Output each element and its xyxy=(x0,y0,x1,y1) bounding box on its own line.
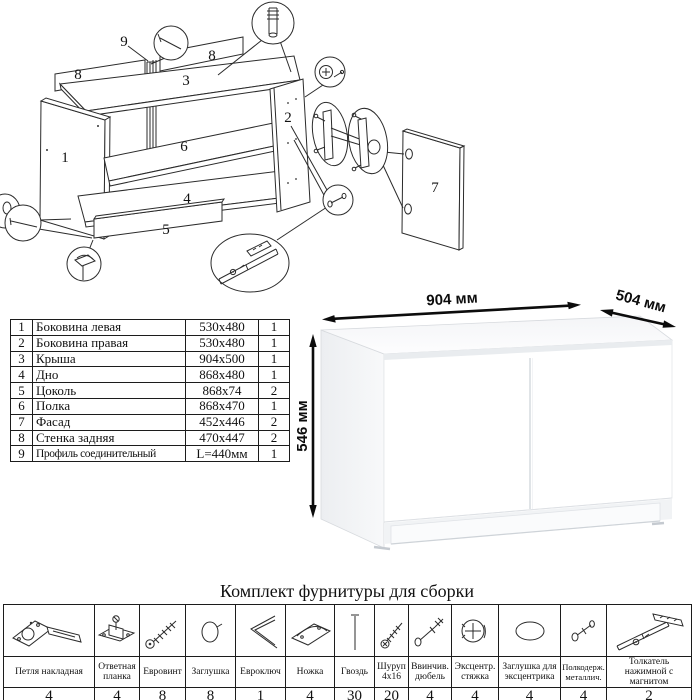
hardware-names-row xyxy=(4,657,692,688)
part-num: 6 xyxy=(11,398,33,414)
cabinet-side-face xyxy=(321,330,384,548)
cap-icon xyxy=(186,605,235,656)
part-label-2: 2 xyxy=(284,110,292,126)
part-size: 868x470 xyxy=(186,398,259,414)
hardware-qty: 30 xyxy=(335,688,375,700)
part-num: 8 xyxy=(11,430,33,446)
part-num: 4 xyxy=(11,367,33,383)
hardware-qty: 8 xyxy=(186,688,236,700)
part-size: 868x480 xyxy=(186,367,259,383)
screw-icon xyxy=(375,605,408,656)
part-qty: 2 xyxy=(259,383,290,399)
hardware-kit-table xyxy=(3,604,692,700)
part-size: 530x480 xyxy=(186,320,259,336)
part-name: Фасад xyxy=(33,414,186,430)
parts-table-row xyxy=(11,383,290,399)
screw-in-dowel-icon xyxy=(409,605,451,656)
hardware-icons-row xyxy=(4,605,692,657)
hinge-callout xyxy=(308,100,393,177)
part-name: Стенка задняя xyxy=(33,430,186,446)
parts-table-row xyxy=(11,351,290,367)
hardware-name: Заглушка для эксцентрика xyxy=(499,657,561,688)
hardware-name: Гвоздь xyxy=(335,657,375,688)
part-name: Цоколь xyxy=(33,383,186,399)
parts-table-row xyxy=(11,430,290,446)
hardware-name: Толкатель нажимной с магнитом xyxy=(607,657,692,688)
part-size: 904x500 xyxy=(186,351,259,367)
foot-shadow-left xyxy=(374,547,390,549)
hardware-qty: 2 xyxy=(607,688,692,700)
hardware-name: Евровинт xyxy=(140,657,186,688)
hardware-qty: 4 xyxy=(452,688,499,700)
leg-callout xyxy=(67,247,101,281)
part-qty: 1 xyxy=(259,351,290,367)
width-dimension xyxy=(322,290,581,323)
hardware-name: Ножка xyxy=(286,657,335,688)
nail-callout xyxy=(154,26,188,60)
hardware-qty: 4 xyxy=(409,688,452,700)
right-side-panel xyxy=(270,79,310,212)
foot-shadow-right xyxy=(652,523,664,524)
part-qty: 2 xyxy=(259,414,290,430)
part-num: 9 xyxy=(11,446,33,462)
exploded-view-diagram xyxy=(0,2,464,292)
part-size: 452x446 xyxy=(186,414,259,430)
bottom-nail-callout xyxy=(0,194,41,241)
part-size: 470x447 xyxy=(186,430,259,446)
part-size: 530x480 xyxy=(186,335,259,351)
part-qty: 1 xyxy=(259,398,290,414)
euro-screw-icon xyxy=(140,605,185,656)
part-name: Боковина правая xyxy=(33,335,186,351)
hardware-qty: 4 xyxy=(499,688,561,700)
part-num: 7 xyxy=(11,414,33,430)
cam-lock-callout xyxy=(315,57,345,87)
part-qty: 1 xyxy=(259,320,290,336)
leg-icon xyxy=(286,605,334,656)
hardware-name: Заглушка xyxy=(186,657,236,688)
part-label-8a: 8 xyxy=(74,67,82,83)
part-label-6: 6 xyxy=(180,139,188,155)
hardware-name: Эксцентр. стяжка xyxy=(452,657,499,688)
shelf-pin-icon xyxy=(561,605,606,656)
push-opener-callout xyxy=(211,234,289,292)
cabinet-front-face xyxy=(384,340,672,522)
part-name: Крыша xyxy=(33,351,186,367)
height-dimension xyxy=(294,334,317,518)
part-size: 868x74 xyxy=(186,383,259,399)
part-num: 2 xyxy=(11,335,33,351)
hardware-qty: 1 xyxy=(236,688,286,700)
hardware-qty-row xyxy=(4,688,692,700)
part-label-8b: 8 xyxy=(208,48,216,64)
hardware-name: Петля накладная xyxy=(4,657,95,688)
part-name: Боковина левая xyxy=(33,320,186,336)
hardware-name: Ввинчив. дюбель xyxy=(409,657,452,688)
part-num: 1 xyxy=(11,320,33,336)
mounting-plate-icon xyxy=(95,605,139,656)
hardware-qty: 4 xyxy=(286,688,335,700)
part-size: L=440мм xyxy=(186,446,259,462)
part-num: 3 xyxy=(11,351,33,367)
part-qty: 1 xyxy=(259,335,290,351)
part-name: Профиль соединительный xyxy=(33,446,186,462)
hardware-name: Ответная планка xyxy=(95,657,140,688)
push-opener-icon xyxy=(607,605,691,656)
part-label-9: 9 xyxy=(120,34,128,50)
part-label-4: 4 xyxy=(183,191,191,207)
parts-table-row xyxy=(11,446,290,462)
width-dimension-label: 904 мм xyxy=(425,289,479,310)
hardware-name: Полкодерж. металлич. xyxy=(561,657,607,688)
parts-table-row xyxy=(11,398,290,414)
parts-table xyxy=(10,319,290,462)
part-label-1: 1 xyxy=(61,150,69,166)
shelf-pin-callout xyxy=(323,185,353,215)
cam-cap-icon xyxy=(499,605,560,656)
part-label-3: 3 xyxy=(182,73,190,89)
hardware-name: Евроключ xyxy=(236,657,286,688)
height-dimension-label: 546 мм xyxy=(294,400,311,452)
assembled-cabinet-render xyxy=(321,316,672,549)
nail-icon xyxy=(335,605,374,656)
part-label-7: 7 xyxy=(431,180,439,196)
part-qty: 2 xyxy=(259,430,290,446)
hardware-name: Шуруп 4x16 xyxy=(375,657,409,688)
parts-table-row xyxy=(11,320,290,336)
part-label-5: 5 xyxy=(162,222,170,238)
parts-table-row xyxy=(11,335,290,351)
hardware-qty: 4 xyxy=(4,688,95,700)
part-name: Полка xyxy=(33,398,186,414)
part-num: 5 xyxy=(11,383,33,399)
part-name: Дно xyxy=(33,367,186,383)
hardware-qty: 4 xyxy=(95,688,140,700)
screw-dowel-callout xyxy=(252,2,294,44)
parts-table-row xyxy=(11,414,290,430)
parts-table-row xyxy=(11,367,290,383)
part-qty: 1 xyxy=(259,446,290,462)
hardware-kit-title: Комплект фурнитуры для сборки xyxy=(219,581,474,601)
overlay-hinge-icon xyxy=(4,605,94,656)
hardware-qty: 8 xyxy=(140,688,186,700)
part-qty: 1 xyxy=(259,367,290,383)
hex-key-icon xyxy=(236,605,285,656)
hardware-qty: 20 xyxy=(375,688,409,700)
depth-dimension-label: 504 мм xyxy=(613,286,668,317)
cam-lock-icon xyxy=(452,605,498,656)
hardware-qty: 4 xyxy=(561,688,607,700)
